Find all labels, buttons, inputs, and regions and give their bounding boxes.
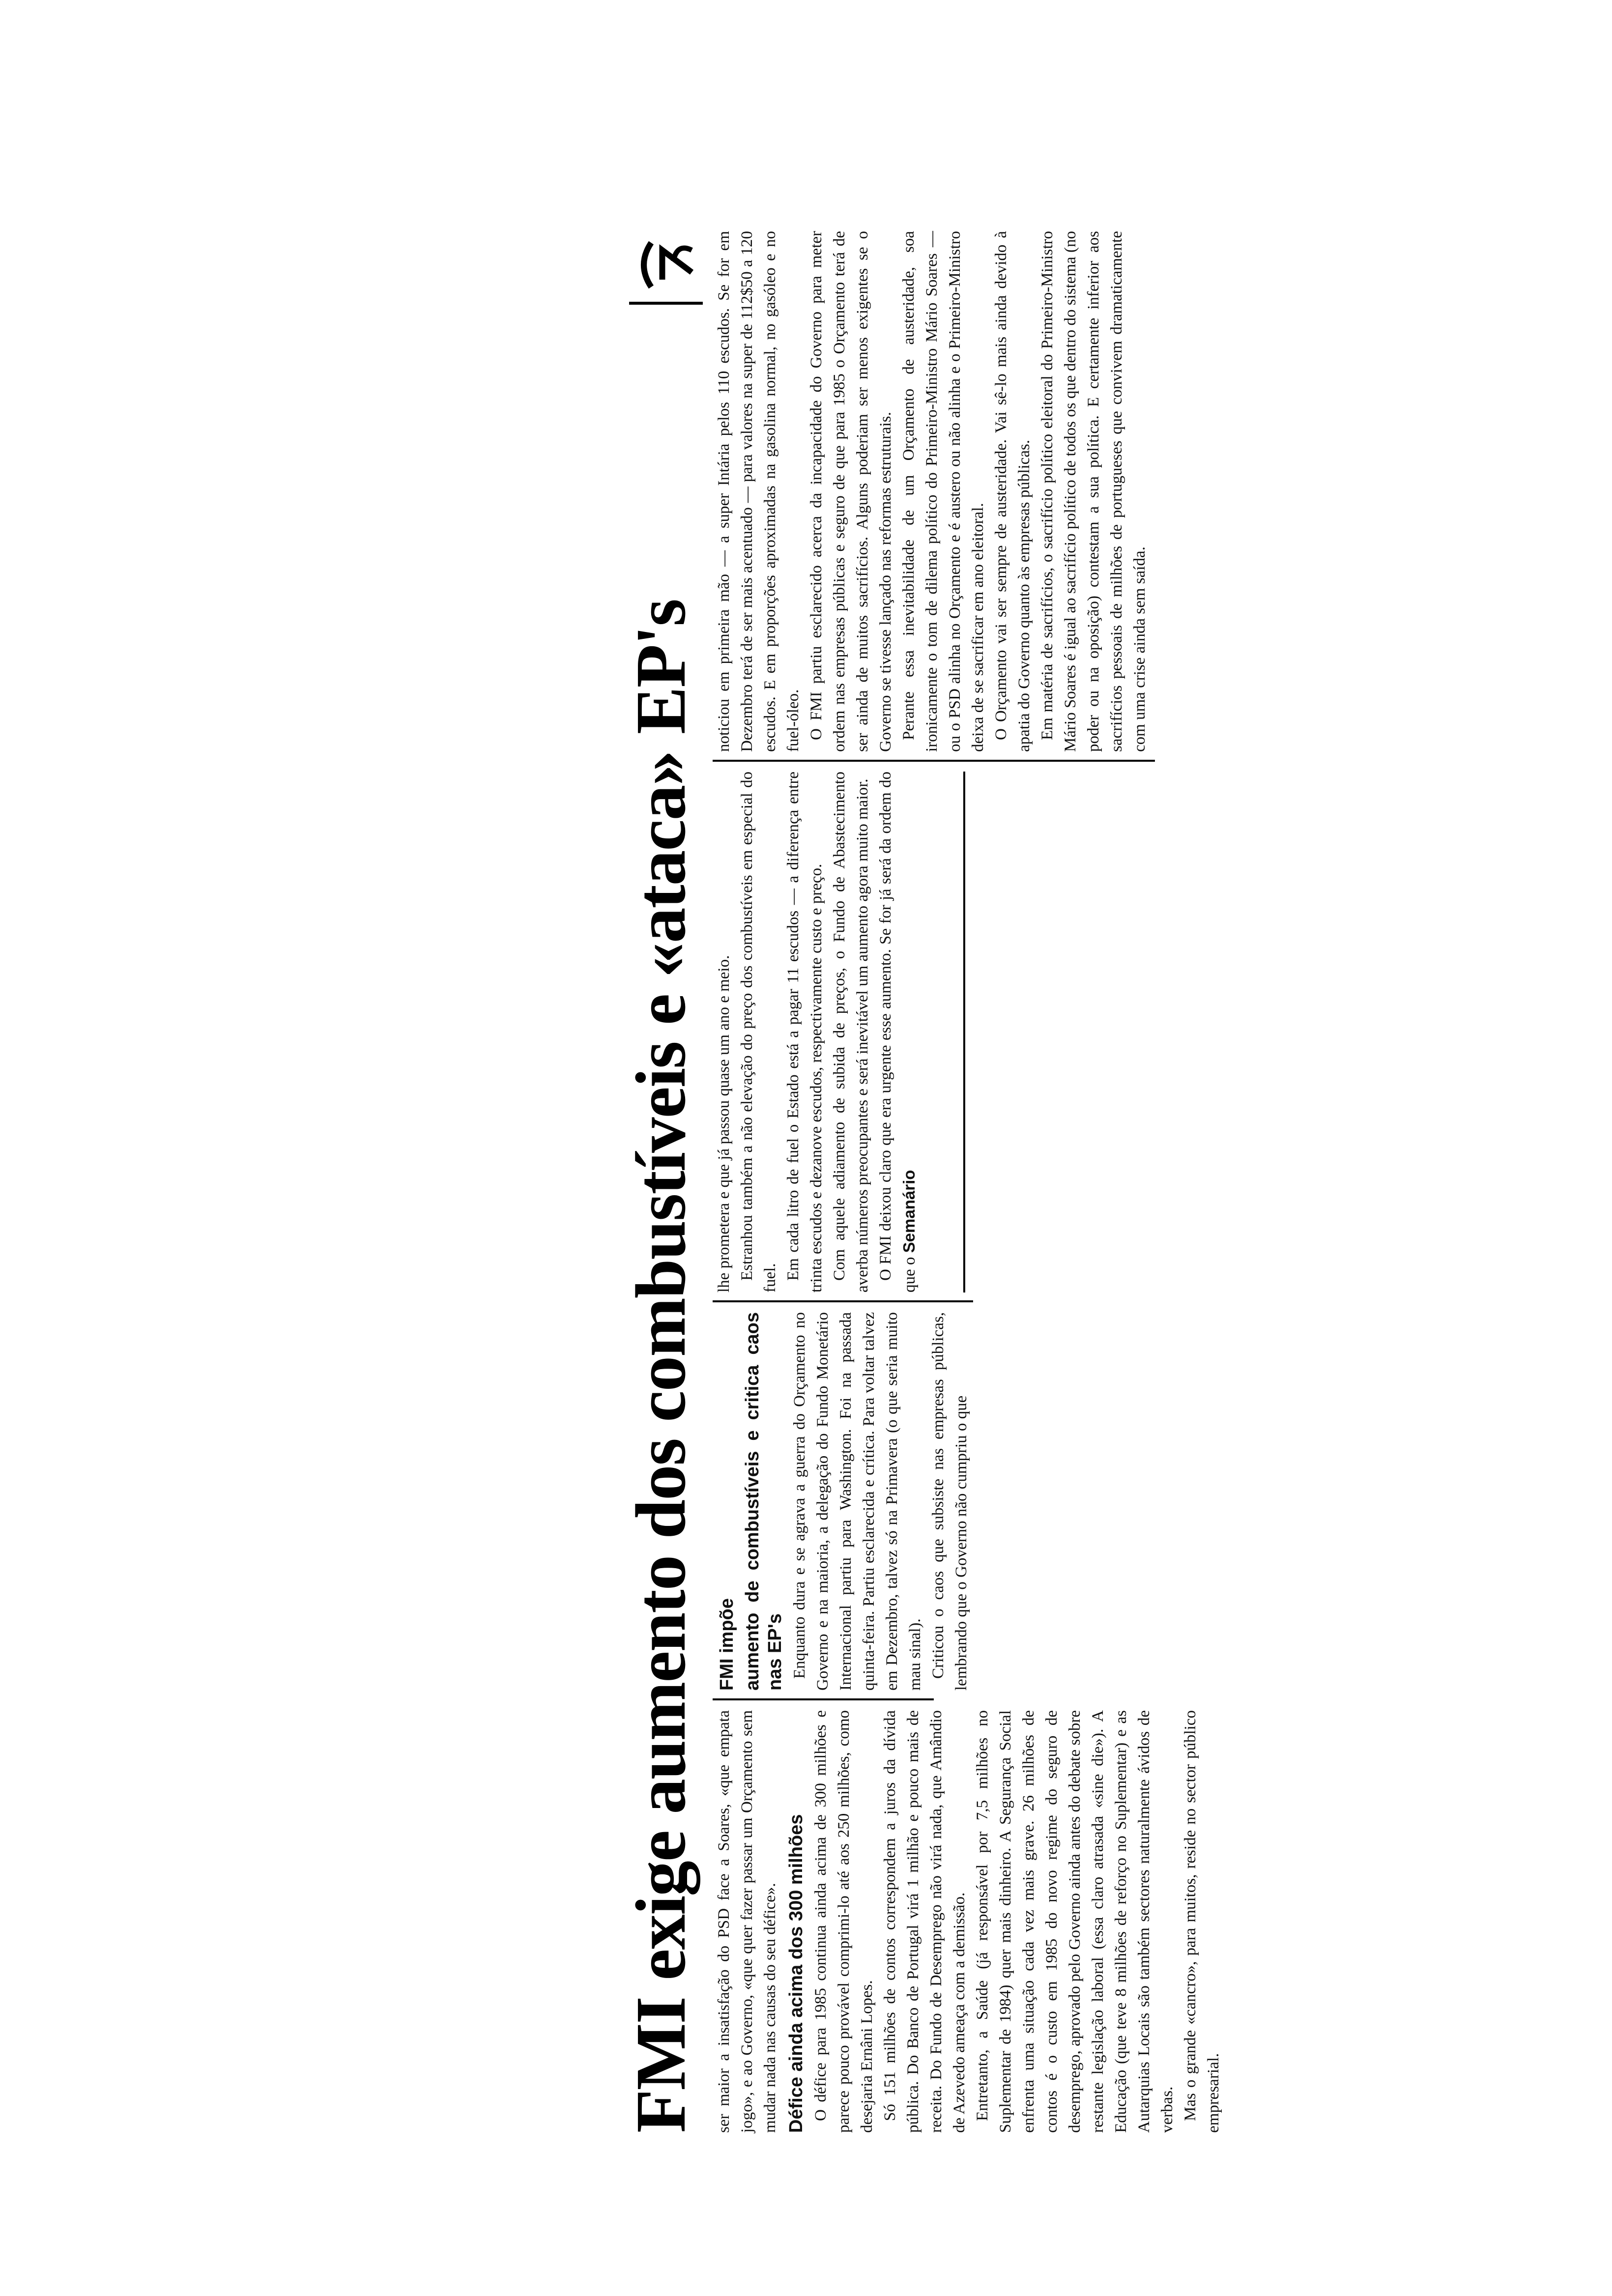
column-4 bbox=[713, 231, 1151, 752]
newspaper-clipping bbox=[619, 167, 1356, 2133]
newspaper-logo-icon bbox=[629, 228, 703, 305]
col4-paragraph: O Orçamento vai ser sempre de austeridade. Vai sê-lo mais ainda devido à apatia do Governo quanto às empresas públicas. bbox=[992, 231, 1033, 752]
col3-signature: Semanário bbox=[900, 1170, 918, 1253]
col1-paragraph: Só 151 milhões de contos correspondem a juros da dívida pública. Do Banco de Portugal virá 1 milhão e pouco mais de receita. Do Fundo de Desemprego não virá nada, que Amândio de Azevedo ameaça com a demissão. bbox=[881, 1710, 968, 2133]
column-divider bbox=[713, 1698, 934, 1700]
headline: FMI exige aumento dos combustíveis e «ataca» EP's bbox=[622, 600, 700, 2133]
col3-last-text: O FMI deixou claro que era urgente esse aumento. Se for já será da ordem do que o bbox=[877, 772, 919, 1292]
col4-paragraph: Em matéria de sacrifícios, o sacrifício político eleitoral do Primeiro-Ministro Mário Soares é igual ao sacrifício político de todos os que dentro do sistema (no poder ou na oposição) contestam a sua política. E certamente inferior aos sacrifícios pessoais de milhões de portugueses que convivem dramaticamente com uma crise ainda sem saída. bbox=[1038, 231, 1149, 752]
col1-paragraph: Entretanto, a Saúde (já responsável por 7,5 milhões no Suplementar de 1984) quer mais dinheiro. A Segurança Social enfrenta uma situação cada vez mais grave. 26 milhões de contos é o custo em 1985 do novo regime do seguro de desemprego, aprovado pelo Governo ainda antes do debate sobre restante legislação laboral (essa claro atrasada «sine die»). A Educação (que teve 8 milhões de reforço no Suplementar) e as Autarquias Locais são também sectores naturalmente ávidos de verbas. bbox=[974, 1710, 1176, 2133]
newspaper-logo-icon-svg bbox=[629, 228, 703, 302]
col3-paragraph: lhe prometera e que já passou quase um ano e meio. bbox=[715, 955, 733, 1292]
column-3 bbox=[713, 772, 921, 1292]
column-1 bbox=[713, 1710, 1225, 2133]
col1-paragraph: O défice para 1985 continua ainda acima de 300 milhões e parece pouco provável comprimi-lo até aos 250 milhões, como desejaria Ernâni Lopes. bbox=[812, 1710, 876, 2133]
column-2 bbox=[713, 1312, 973, 1691]
col1-paragraph: Mas o grande «cancro», para muitos, reside no sector público empresarial. bbox=[1181, 1710, 1222, 2133]
col4-paragraph: O FMI partiu esclarecido acerca da incapacidade do Governo para meter ordem nas empresas públicas e seguro de que para 1985 o Orçamento terá de ser ainda de muitos sacrifícios. Alguns poderiam ser menos exigentes se o Governo se tivesse lançado nas reformas estruturais. bbox=[807, 231, 894, 752]
col2-subhead: aumento de combustíveis e critica caos nas EP's bbox=[742, 1312, 785, 1691]
column-divider bbox=[713, 760, 1155, 762]
col2-kicker: FMI impõe bbox=[717, 1598, 737, 1691]
col2-paragraph: Enquanto dura e se agrava a guerra do Orçamento no Governo e na maioria, a delegação do Fundo Monetário Internacional partiu para Washington. Foi na passada quinta-feira. Partiu esclarecida e crítica. Para voltar talvez em Dezembro, talvez só na Primavera (o que seria muito mau sinal). bbox=[791, 1312, 924, 1691]
section-rule bbox=[963, 772, 965, 1292]
col2-paragraph: Criticou o caos que subsiste nas empresas públicas, lembrando que o Governo não cumpriu o que bbox=[929, 1312, 970, 1691]
col1-intro: ser maior a insatisfação do PSD face a Soares, «que empata jogo», e ao Governo, «que quer fazer passar um Orçamento sem mudar nada nas causas do seu défice». bbox=[715, 1710, 779, 2133]
col3-paragraph bbox=[874, 772, 921, 1292]
col3-paragraph: Em cada litro de fuel o Estado está a pagar 11 escudos — a diferença entre trinta escudos e dezanove escudos, respectivamente custo e preço. bbox=[784, 772, 825, 1292]
col1-subhead: Défice ainda acima dos 300 milhões bbox=[786, 1814, 806, 2133]
col4-paragraph: Perante essa inevitabilidade de um Orçamento de austeridade, soa ironicamente o tom de dilema político do Primeiro-Ministro Mário Soares — ou o PSD alinha no Orçamento e é austero ou não alinha e o Primeiro-Ministro deixa de se sacrificar em ano eleitoral. bbox=[900, 231, 987, 752]
col4-paragraph: noticiou em primeira mão — a super Intária pelos 110 escudos. Se for em Dezembro terá de ser mais acentuado — para valores na super de 112$50 a 120 escudos. E em proporções aproximadas na gasolina normal, no gasóleo e no fuel-óleo. bbox=[715, 231, 802, 752]
col3-paragraph: Com aquele adiamento de subida de preços, o Fundo de Abastecimento averba números preocupantes e será inevitável um aumento agora muito maior. bbox=[831, 772, 871, 1292]
column-divider bbox=[713, 1300, 973, 1302]
col3-paragraph: Estranhou também a não elevação do preço dos combustíveis em especial do fuel. bbox=[738, 772, 779, 1292]
